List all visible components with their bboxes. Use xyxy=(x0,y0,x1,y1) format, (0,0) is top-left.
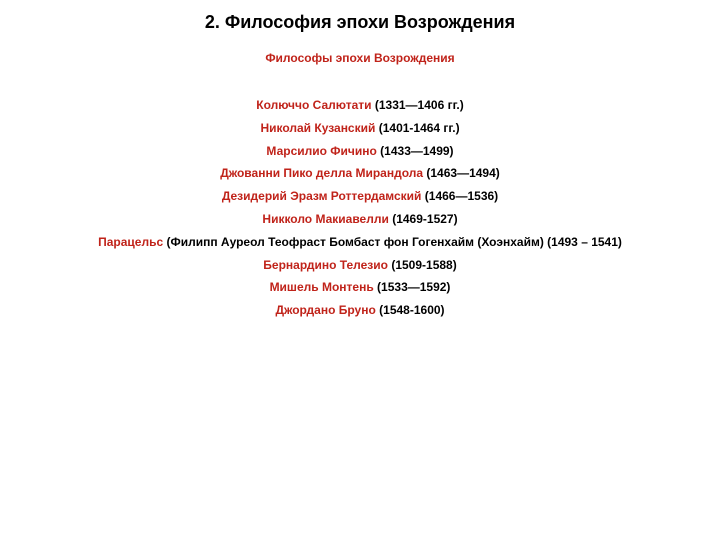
philosopher-name: Бернардино Телезио xyxy=(263,257,388,272)
list-item xyxy=(0,256,720,279)
philosopher-dates: (1509-1588) xyxy=(391,257,457,272)
philosopher-dates: (1548-1600) xyxy=(379,303,445,318)
philosopher-name: Дезидерий Эразм Роттердамский xyxy=(221,189,422,204)
philosopher-name: Колюччо Салютати xyxy=(256,98,372,112)
list-item xyxy=(0,210,720,233)
list-item xyxy=(0,96,720,119)
philosopher-name: Мишель Монтень xyxy=(269,280,374,295)
list-item xyxy=(0,233,720,256)
list-item xyxy=(0,301,720,324)
philosopher-dates: (1469-1527) xyxy=(392,211,458,226)
list-item xyxy=(0,187,720,210)
philosopher-dates: (Филипп Ауреол Теофраст Бомбаст фон Гогенхайм (Хоэнхайм) (1493 – 1541) xyxy=(166,234,622,249)
philosopher-list xyxy=(0,96,720,324)
philosopher-name: Никколо Макиавелли xyxy=(262,211,389,226)
slide-subtitle: Философы эпохи Возрождения xyxy=(265,51,455,65)
philosopher-dates: (1466—1536) xyxy=(424,189,499,204)
philosopher-dates: (1533—1592) xyxy=(377,280,451,295)
philosopher-name: Парацельс xyxy=(98,234,164,249)
philosopher-name: Джордано Бруно xyxy=(275,303,376,318)
philosopher-dates: (1401-1464 гг.) xyxy=(378,120,460,135)
list-item xyxy=(0,142,720,165)
list-item xyxy=(0,278,720,301)
philosopher-dates: (1331—1406 гг.) xyxy=(374,98,464,112)
philosopher-dates: (1463—1494) xyxy=(426,166,500,181)
philosopher-name: Марсилио Фичино xyxy=(266,143,377,158)
list-item xyxy=(0,119,720,142)
list-item xyxy=(0,164,720,187)
philosopher-name: Джованни Пико делла Мирандола xyxy=(220,166,424,181)
philosopher-dates: (1433—1499) xyxy=(380,143,454,158)
philosopher-name: Николай Кузанский xyxy=(260,120,376,135)
slide-title: 2. Философия эпохи Возрождения xyxy=(204,12,516,32)
